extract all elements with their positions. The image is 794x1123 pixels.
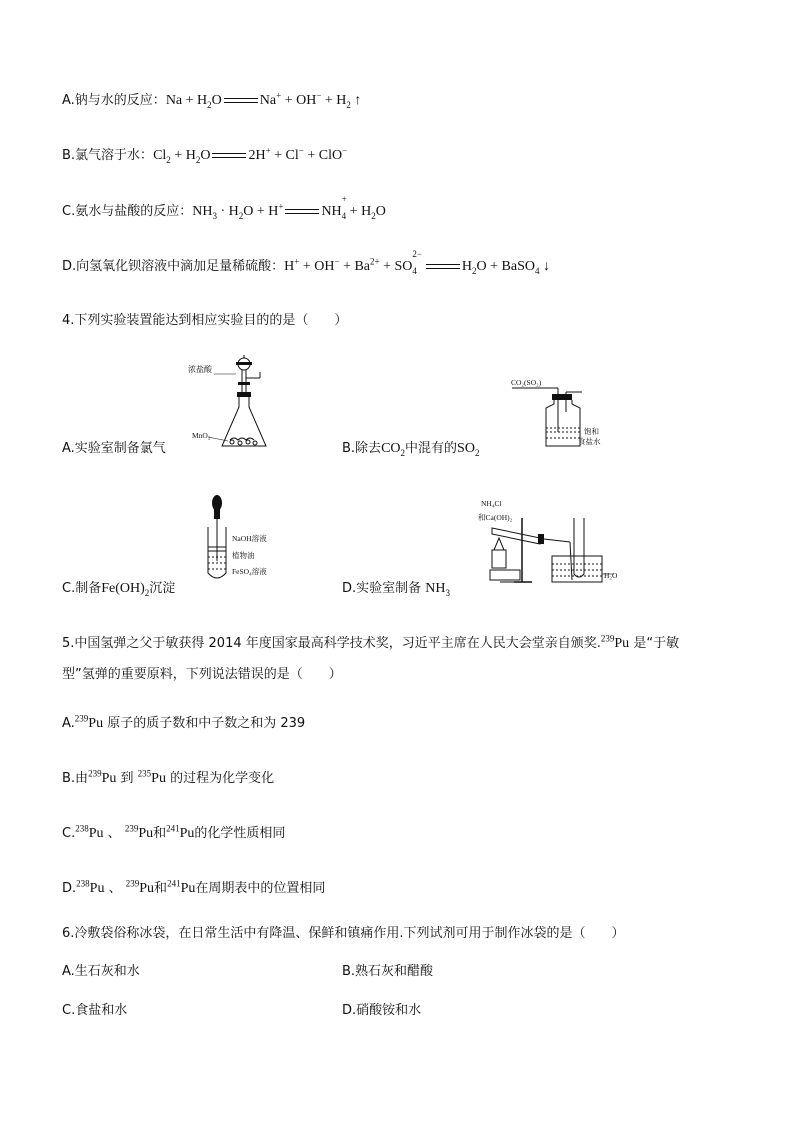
- q6-option-b: B.熟石灰和醋酸: [342, 964, 434, 979]
- label-co2-so2: CO₂(SO₂): [511, 378, 542, 387]
- equation-b: $Cl_2 + H_2O$ 2H+ + Cl− + ClO−: [153, 145, 348, 165]
- label-h2o: H₂O: [604, 571, 618, 580]
- label-mno2: MnO₂: [192, 431, 211, 440]
- label-saturated: 饱和: [584, 427, 599, 436]
- q5-option-b: B.由$^{239}$Pu 到 $^{235}$Pu 的过程为化学变化: [62, 768, 275, 786]
- test-tube-figure: [200, 493, 234, 585]
- q3-option-b: B.氯气溶于水：$Cl_2 + H_2O$ 2H+ + Cl− + ClO−: [62, 145, 348, 165]
- label-oil: 植物油: [232, 551, 255, 560]
- q3-option-a: A.钠与水的反应：$Na + H_2O$ $Na^+ + OH^- + H_2$ ↑: [62, 90, 362, 110]
- q3-option-c: C.氨水与盐酸的反应：$NH_3 \cdot H_2O + H^+$ NH $_{+ 4} + H_2O$: [62, 193, 386, 221]
- q5-stem-line2: 型”氢弹的重要原料，下列说法错误的是（ ）: [62, 667, 342, 682]
- ammonia-apparatus-figure: [480, 498, 620, 584]
- label-nh4cl: NH₄Cl: [481, 499, 502, 508]
- equation-c: $NH_3 \cdot H_2O + H^+$ NH $_{+ 4} + H_2O$: [192, 193, 386, 221]
- q4-option-a: A.实验室制备氯气: [62, 441, 166, 456]
- q5-stem-line1: 5.中国氢弹之父于敏获得 2014 年度国家最高科学技术奖，习近平主席在人民大会堂亲自颁奖.$^{239}$Pu 是“于敏: [62, 633, 680, 651]
- label-caoh2: 和Ca(OH)₂: [478, 513, 513, 522]
- q5-option-a: A.$^{239}$Pu 原子的质子数和中子数之和为 239: [62, 713, 306, 731]
- label-naoh: NaOH溶液: [232, 534, 267, 543]
- q6-option-a: A.生石灰和水: [62, 964, 140, 979]
- q4-option-c: C.制备$Fe(OH)_2$沉淀: [62, 581, 176, 598]
- q5-option-c: C.$^{238}$Pu 、 $^{239}$Pu和$^{241}$Pu的化学性质相同: [62, 823, 286, 841]
- q5-option-d: D.$^{238}$Pu 、 $^{239}$Pu和$^{241}$Pu在周期表中的位置相同: [62, 878, 326, 896]
- q4-option-b: B.除去$CO_2$中混有的$SO_2$: [342, 441, 480, 458]
- equation-a: $Na + H_2O$ $Na^+ + OH^- + H_2$ ↑: [165, 90, 362, 110]
- q4-option-d: D.实验室制备 $NH_3$: [342, 581, 451, 598]
- label-conc-hcl: 浓盐酸: [188, 365, 212, 374]
- label-feso4: FeSO₄溶液: [232, 567, 267, 576]
- q6-stem: 6.冷敷袋俗称冰袋，在日常生活中有降温、保鲜和镇痛作用.下列试剂可用于制作冰袋的是（ ）: [62, 926, 625, 941]
- q4-stem: 4.下列实验装置能达到相应实验目的的是（ ）: [62, 313, 348, 328]
- label-salt-water: 食盐水: [578, 437, 601, 446]
- equation-d: $H^+ + OH^- + Ba^{2+}$ + SO $_{2- 4}$ $H_2O$ + BaSO$_4$ ↓: [284, 248, 550, 276]
- q6-option-c: C.食盐和水: [62, 1003, 128, 1018]
- q6-option-d: D.硝酸铵和水: [342, 1003, 422, 1018]
- q3-option-d: D.向氢氧化钡溶液中滴加足量稀硫酸：$H^+ + OH^- + Ba^{2+}$ + SO $_{2- 4}$ $H_2O$ + BaSO$_4$ ↓: [62, 248, 550, 276]
